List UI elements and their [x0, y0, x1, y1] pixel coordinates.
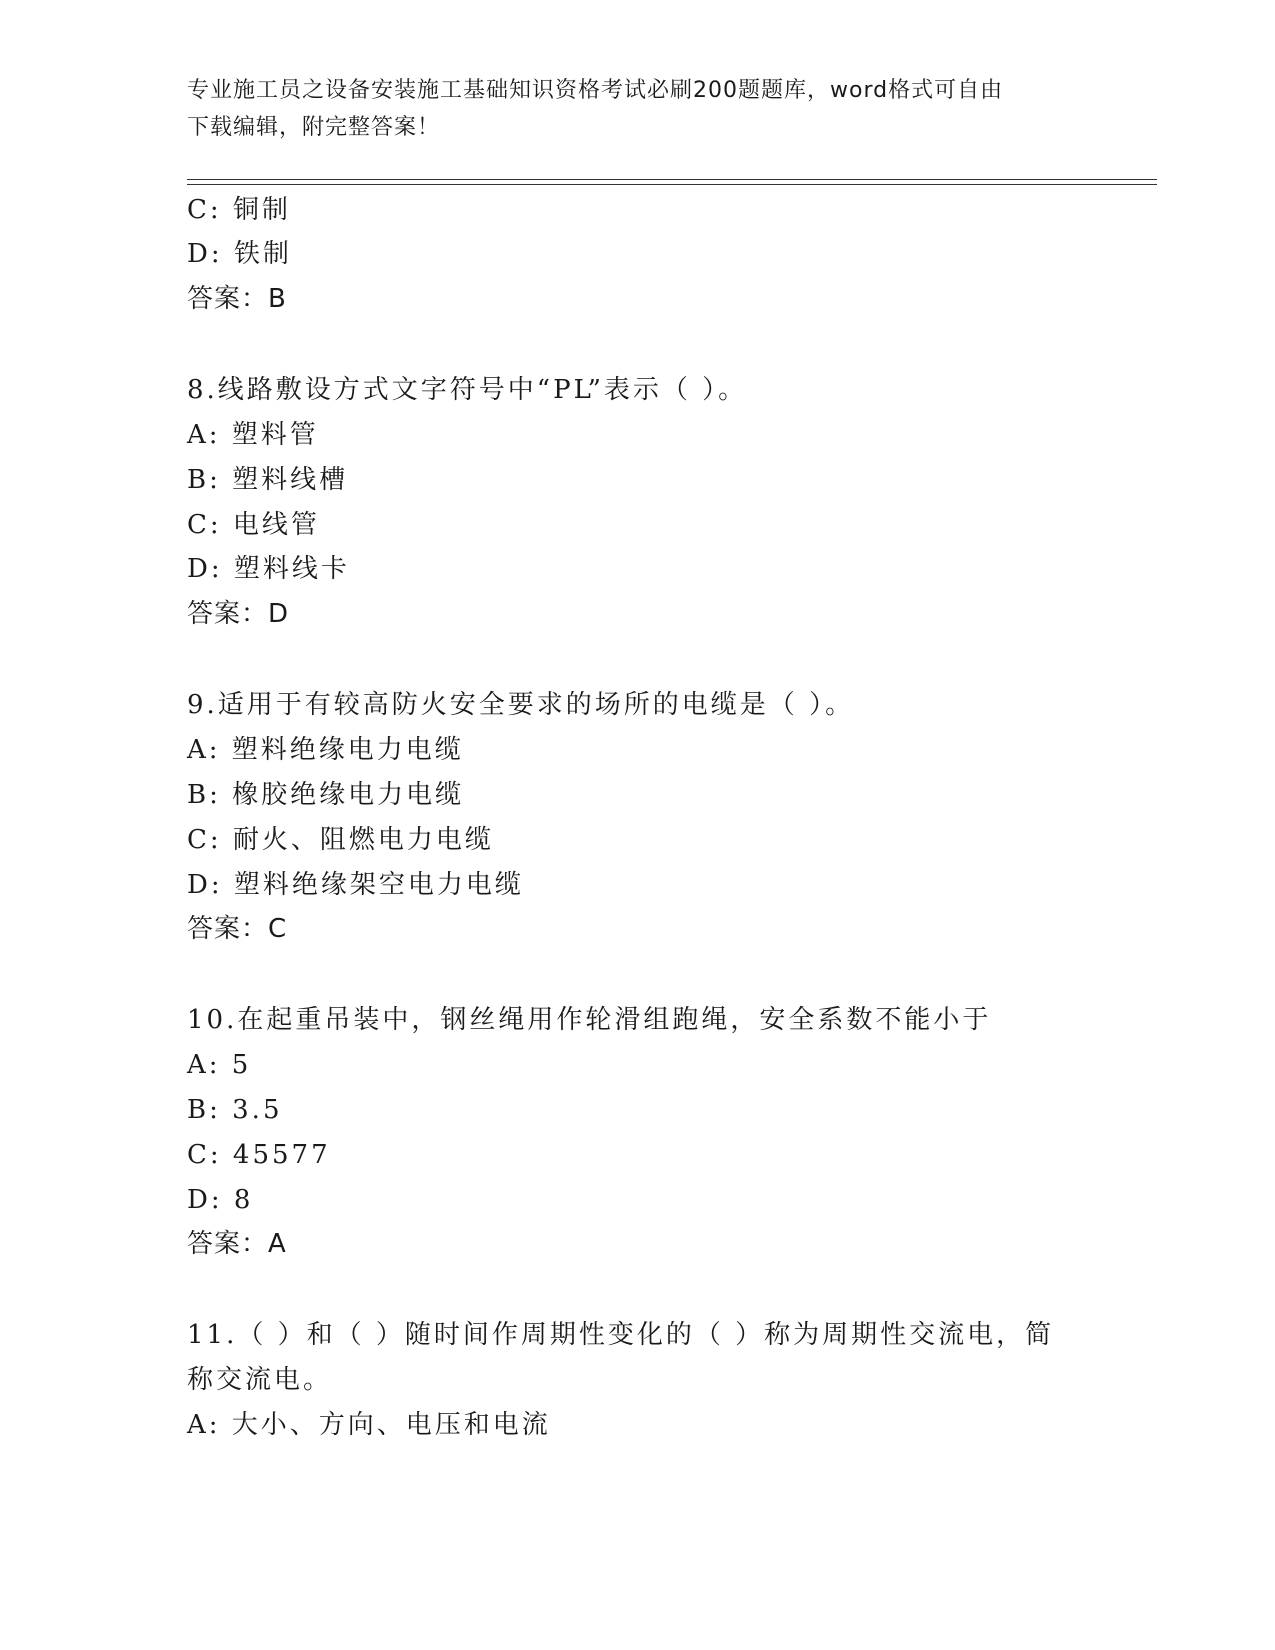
q11-stem-line-2: 称交流电。 — [187, 1365, 333, 1395]
answer-value: D — [268, 599, 290, 629]
prev-option-c: C: 铜制 — [187, 195, 291, 225]
q11-stem-line-1: 11.（ ）和（ ）随时间作周期性变化的（ ）称为周期性交流电，简 — [187, 1320, 1055, 1350]
answer-label: 答案： — [187, 599, 269, 629]
q10-stem: 10.在起重吊装中，钢丝绳用作轮滑组跑绳，安全系数不能小于 — [187, 1005, 992, 1035]
q9-stem: 9.适用于有较高防火安全要求的场所的电缆是（ ）。 — [187, 690, 855, 720]
answer-value: B — [268, 284, 287, 314]
answer-label: 答案： — [187, 914, 269, 944]
q8-option-d: D: 塑料线卡 — [187, 554, 350, 584]
q9-answer — [187, 914, 287, 944]
header-divider-bottom — [187, 184, 1157, 185]
q10-answer — [187, 1229, 287, 1259]
answer-value: C — [268, 914, 288, 944]
prev-option-d: D: 铁制 — [187, 239, 292, 269]
q8-option-c: C: 电线管 — [187, 510, 320, 540]
answer-value: A — [268, 1229, 287, 1259]
q9-option-a: A: 塑料绝缘电力电缆 — [187, 735, 464, 765]
q9-option-c: C: 耐火、阻燃电力电缆 — [187, 825, 494, 855]
document-header — [187, 72, 1067, 146]
q8-stem: 8.线路敷设方式文字符号中“PL”表示（ ）。 — [187, 375, 748, 405]
q10-option-c: C: 45577 — [187, 1140, 331, 1170]
q10-option-a: A: 5 — [187, 1050, 252, 1080]
prev-answer — [187, 284, 287, 314]
q10-option-b: B: 3.5 — [187, 1095, 283, 1125]
q9-option-b: B: 橡胶绝缘电力电缆 — [187, 780, 465, 810]
q9-option-d: D: 塑料绝缘架空电力电缆 — [187, 870, 524, 900]
q8-option-b: B: 塑料线槽 — [187, 465, 349, 495]
answer-label: 答案： — [187, 1229, 269, 1259]
q8-option-a: A: 塑料管 — [187, 420, 319, 450]
q10-option-d: D: 8 — [187, 1185, 254, 1215]
header-divider-top — [187, 179, 1157, 180]
header-title-line-2: 下载编辑，附完整答案！ — [187, 115, 441, 140]
answer-label: 答案： — [187, 284, 269, 314]
q8-answer — [187, 599, 289, 629]
header-title-line-1: 专业施工员之设备安装施工基础知识资格考试必刷200题题库，word格式可自由 — [187, 78, 1004, 103]
q11-option-a: A: 大小、方向、电压和电流 — [187, 1410, 551, 1440]
